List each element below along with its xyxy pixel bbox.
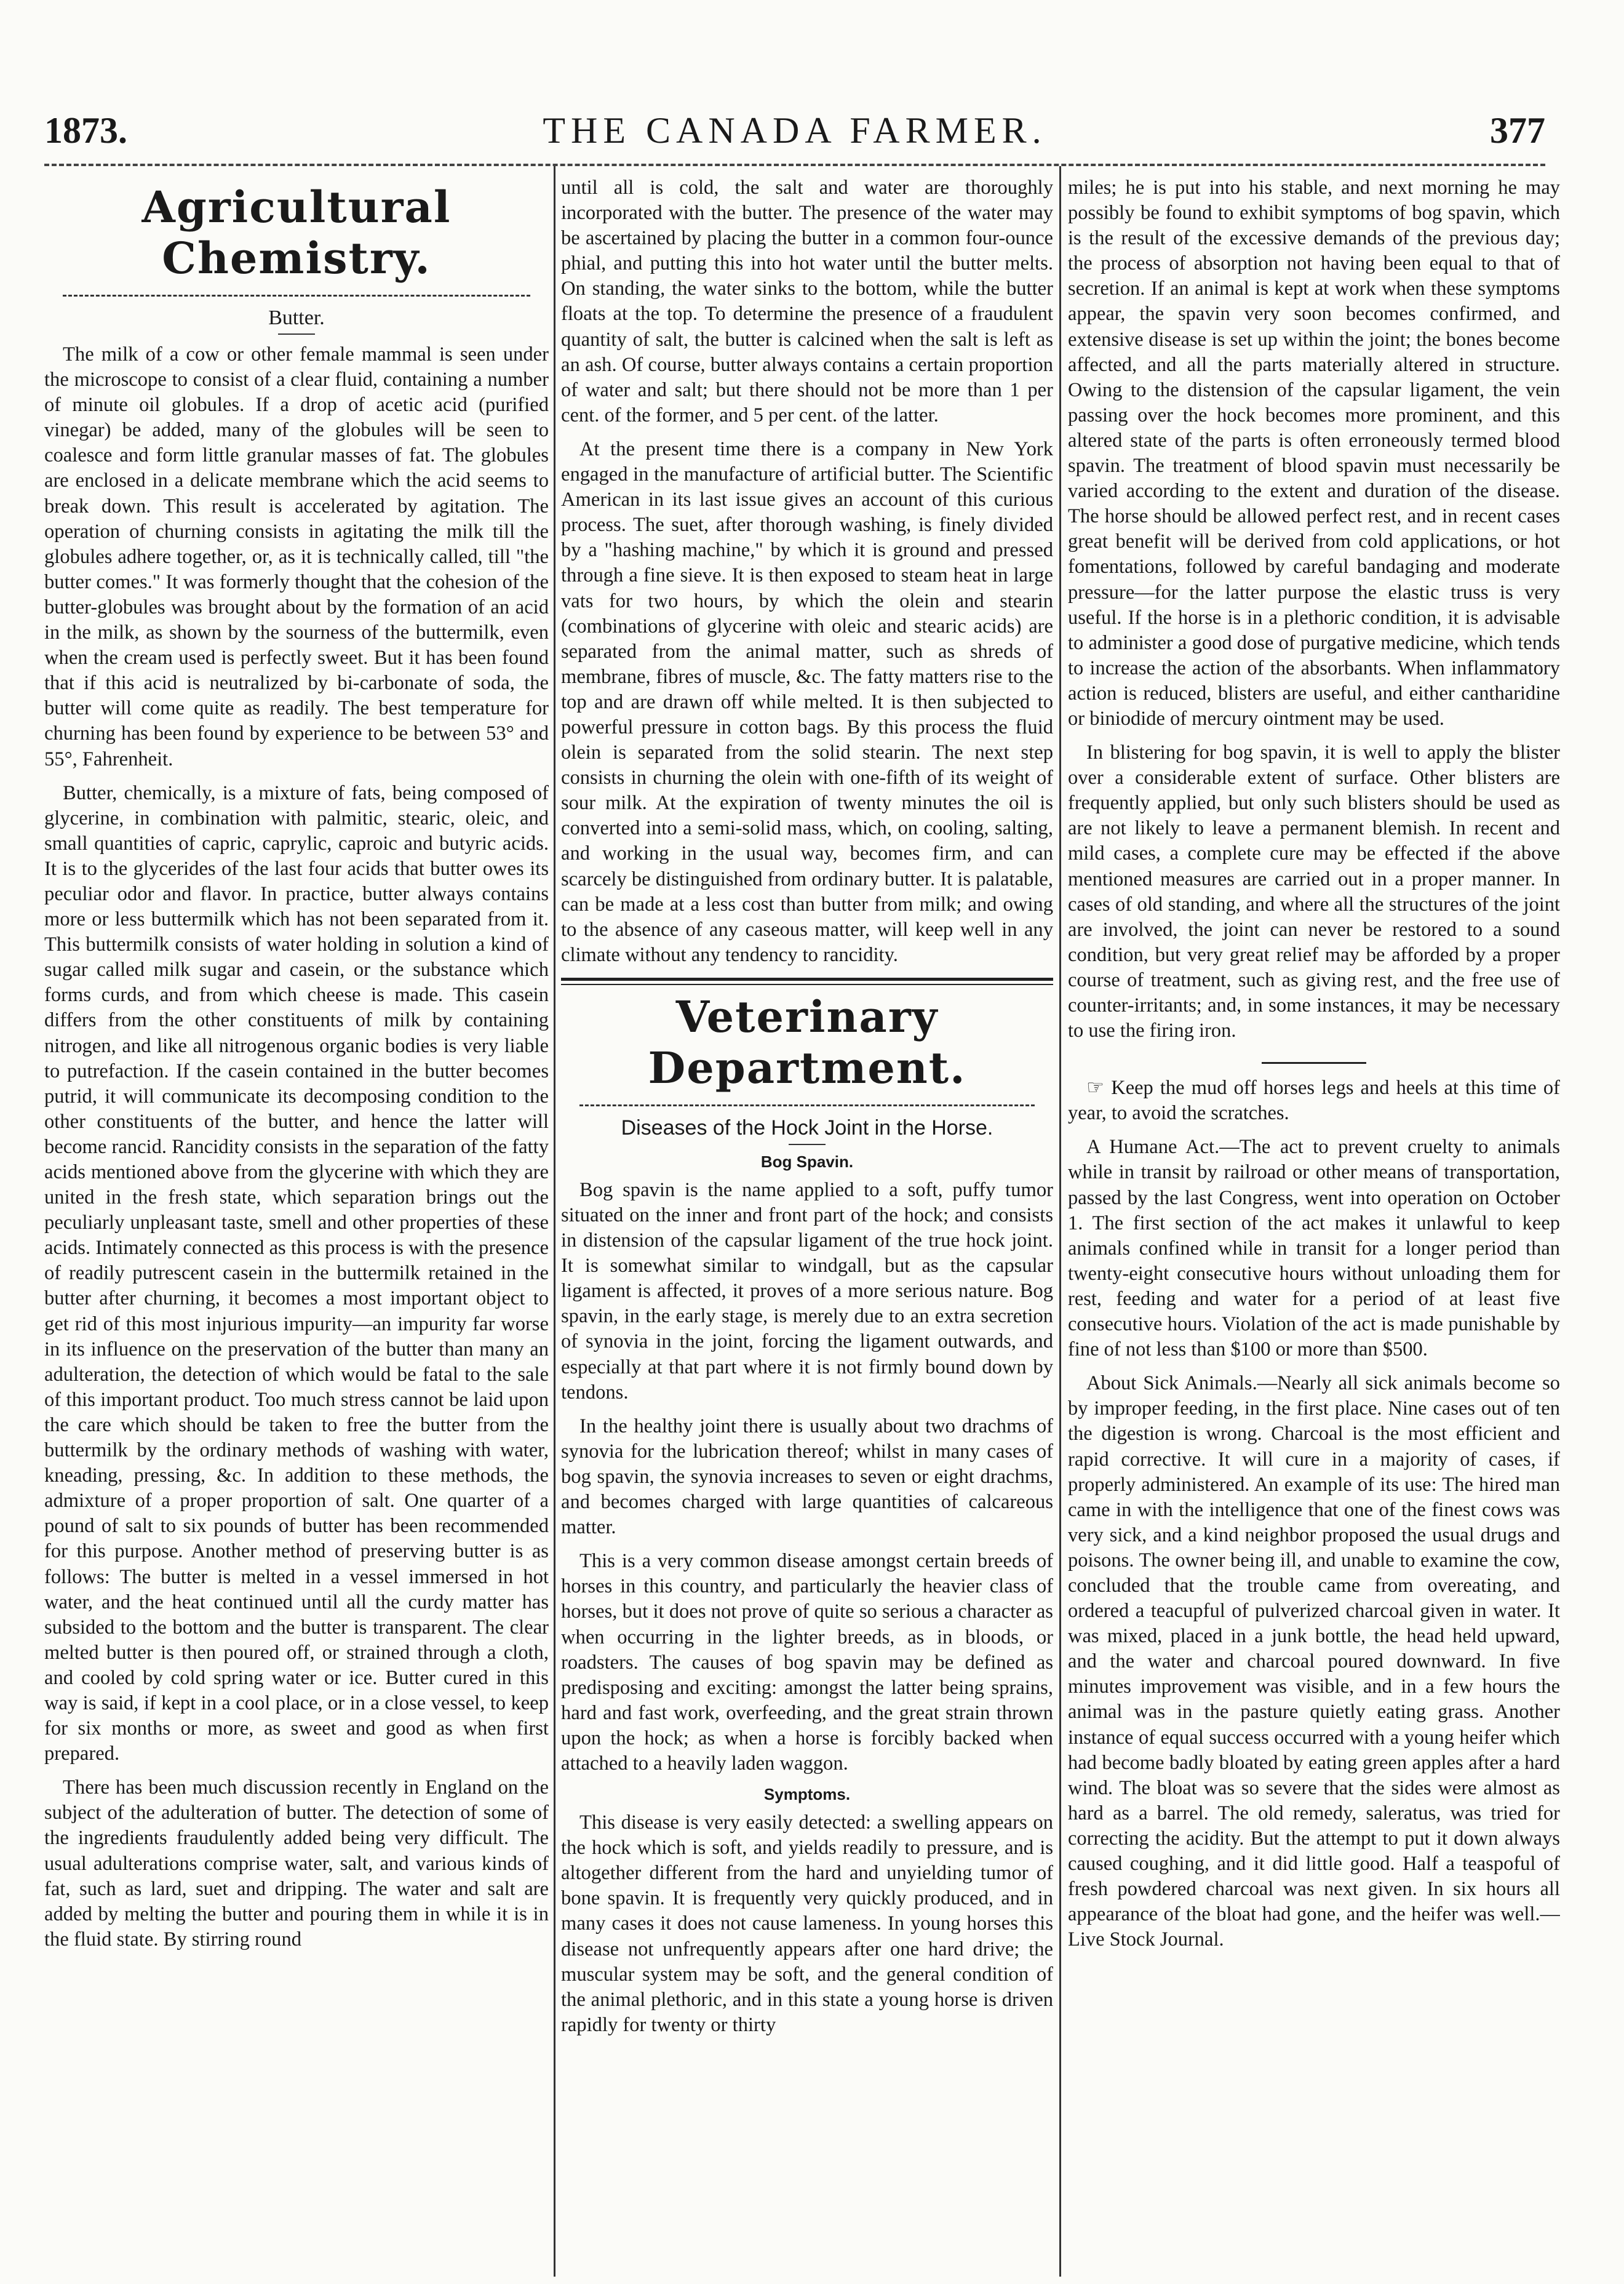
article-paragraph: This disease is very easily detected: a swelling appears on the hock which is soft, and yields readily to pressure, and is altogether different from the hard and unyielding tumor of bone spavin. It is frequently very quickly produced, and in many cases it does not cause lameness. In young horses this disease not unfrequently appears after one hard drive; the muscular system may be soft, and the general condition of the animal plethoric, and in this state a young horse is driven rapidly for twenty or thirty [561, 1811, 1053, 2036]
article-paragraph: until all is cold, the salt and water are thoroughly incorporated with the butter. The presence of the water may be ascertained by placing the butter in a common four-ounce phial, and putting this into hot water until the butter melts. On standing, the water sinks to the bottom, while the butter floats at the top. To determine the presence of a fraudulent quantity of salt, the butter is calcined when the salt is left as an ash. Of course, butter always contains a certain proportion of water and salt; but there should not be more than 1 per cent. of the former, and 5 per cent. of the latter. [561, 177, 1053, 426]
subhead-symptoms: Symptoms. [763, 1785, 851, 1804]
column-middle [561, 175, 1053, 2280]
article-title-rule [789, 1144, 826, 1145]
section-divider [561, 978, 1053, 985]
section-title-agricultural-chemistry: Agricultural Chemistry. [141, 182, 452, 284]
column-left [44, 175, 549, 2280]
article-paragraph: Butter, chemically, is a mixture of fats, being composed of glycerine, in combination with palmitic, stearic, oleic, and small quantities of capric, caprylic, caproic and butyric acids. It is to the glycerides of the last four acids that butter owes its peculiar odor and flavor. In practice, butter always contains more or less buttermilk which has not been separated from it. This buttermilk consists of water holding in solution a kind of sugar called milk sugar and casein, or the substance which forms curds, and from which cheese is made. This casein differs from the other constituents of milk by containing nitrogen, and like all nitrogenous organic bodies is very liable to putrefaction. If the casein contained in the butter becomes putrid, it will communicate its decomposing condition to the other constituents of the butter, and hence the latter will become rancid. Rancidity consists in the separation of the fatty acids mentioned above from the glycerine with which they are united in the fresh state, which separation brings out the peculiarly unpleasant taste, smell and other properties of these acids. Intimately connected as this process is with the presence of readily putrescent casein in the buttermilk retained in the butter after churning, it becomes a most important object to get rid of this most injurious impurity—an impurity far worse in its influence on the preservation of the butter than many an adulteration, the detection of which would be fatal to the sale of this important product. Too much stress cannot be laid upon the care which should be taken to free the butter from the buttermilk by the ordinary methods of washing with water, kneading, pressing, &c. In addition to these methods, the admixture of a proper proportion of salt. One quarter of a pound of salt to six pounds of butter has been recommended for this purpose. Another method of preserving butter is as follows: The butter is melted in a vessel immersed in hot water, and the heat continued until all the curdy matter has subsided to the bottom and the butter is transparent. The clear melted butter is then poured off, or strained through a cloth, and cooled by cold spring water or ice. Butter cured in this way is said, if kept in a cool place, or in a close vessel, to keep for six months or more, as sweet and good as when first prepared. [44, 781, 549, 1765]
article-paragraph: There has been much discussion recently in England on the subject of the adulteration of butter. The detection of some of the ingredients fraudulently added being very difficult. The usual adulterations comprise water, salt, and various kinds of fat, such as lard, suet and dripping. The water and salt are added by melting the butter and pouring them in while it is in the fluid state. By stirring round [44, 1776, 549, 1951]
column-divider-1 [554, 166, 555, 2277]
subhead-bog-spavin: Bog Spavin. [760, 1152, 854, 1171]
article-title-hock-joint: Diseases of the Hock Joint in the Horse. [621, 1116, 993, 1140]
article-title-butter: Butter. [268, 306, 325, 329]
page-number: 377 [1490, 110, 1545, 151]
article-paragraph: In the healthy joint there is usually about two drachms of synovia for the lubrication thereof; whilst in many cases of bog spavin, the synovia increases to seven or eight drachms, and becomes charged with large quantities of calcareous matter. [561, 1415, 1053, 1539]
section-title-veterinary-department: Veterinary Department. [648, 991, 966, 1093]
article-paragraph: In blistering for bog spavin, it is well to apply the blister over a considerable extent of surface. Other blisters are frequently applied, but only such blisters should be used as are not likely to leave a permanent blemish. In recent and mild cases, a complete cure may be effected if the above mentioned measures are carried out in a proper manner. In cases of old standing, and where all the structures of the joint are involved, the joint can never be restored to a sound condition, but very great relief may be afforded by a proper course of treatment, such as giving rest, and the free use of counter-irritants; and, in some instances, it may be necessary to use the firing iron. [1068, 741, 1560, 1042]
article-paragraph: miles; he is put into his stable, and next morning he may possibly be found to exhibit symptoms of bog spavin, which is the result of the excessive demands of the previous day; the process of absorption not having been equal to that of secretion. If an animal is kept at work when these symptoms appear, the spavin very soon becomes confirmed, and extensive disease is set up within the joint; the bones become affected, and all the parts materially altered in structure. Owing to the distension of the capsular ligament, the vein passing over the hock becomes more prominent, and this altered state of the parts is often erroneously termed blood spavin. The treatment of blood spavin must necessarily be varied according to the extent and duration of the disease. The horse should be allowed perfect rest, and in recent cases great benefit will be derived from cold applications, or hot fomentations, followed by careful bandaging and moderate pressure—for the latter purpose the elastic truss is very useful. If the horse is in a plethoric condition, it is advisable to administer a good dose of purgative medicine, which tends to increase the action of the absorbants. When inflammatory action is reduced, blisters are useful, and either cantharidine or biniodide of mercury ointment may be used. [1068, 177, 1560, 730]
article-paragraph: Bog spavin is the name applied to a soft, puffy tumor situated on the inner and front part of the hock; and consists in distension of the capsular ligament of the true hock joint. It is somewhat similar to windgall, but as the capsular ligament is affected, it proves of a more serious nature. Bog spavin, in the early stage, is merely due to an extra secretion of synovia in the joint, forcing the ligament outwards, and especially at that part where it is not firmly bound down by tendons. [561, 1178, 1053, 1404]
header-year: 1873. [44, 110, 127, 151]
article-paragraph: This is a very common disease amongst certain breeds of horses in this country, and particularly the heavier class of horses, but it does not prove of quite so serious a character as when occurring in the lighter breeds, as in bloods, or roadsters. The causes of bog spavin may be defined as predisposing and exciting: amongst the latter being sprains, hard and fast work, overfeeding, and the great strain thrown upon the hock; as when a horse is forcibly backed when attached to a heavily laden waggon. [561, 1550, 1053, 1775]
section-title-rule [579, 1104, 1035, 1106]
column-divider-2 [1059, 166, 1061, 2277]
header-divider [44, 164, 1545, 166]
article-title-rule [278, 333, 315, 335]
ornament-divider [1068, 1052, 1560, 1071]
newspaper-title: THE CANADA FARMER. [543, 110, 1047, 151]
section-title-rule [63, 295, 530, 297]
column-right [1068, 175, 1560, 2280]
article-paragraph: About Sick Animals.—Nearly all sick animals become so by improper feeding, in the first place. Nine cases out of ten the digestion is wrong. Charcoal is the most efficient and rapid corrective. It will cure in a majority of cases, if properly administered. An example of its use: The hired man came in with the intelligence that one of the finest cows was very sick, and a kind neighbor proposed the usual drugs and poisons. The owner being ill, and unable to examine the cow, concluded that the trouble came from overeating, and ordered a teacupful of pulverized charcoal given in water. It was mixed, placed in a junk bottle, the head held upward, and the water and charcoal poured downward. In five minutes improvement was visible, and in a few hours the animal was in the pasture quietly eating grass. Another instance of equal success occurred with a young heifer which had become badly bloated by eating green apples after a hard wind. The bloat was so severe that the sides were almost as hard as a barrel. The old remedy, saleratus, was tried for correcting the acidity. But the attempt to put it down always caused coughing, and it did little good. Half a teaspoful of fresh powdered charcoal was next given. In six hours all appearance of the bloat had gone, and the heifer was well.—Live Stock Journal. [1068, 1372, 1560, 1951]
article-paragraph: A Humane Act.—The act to prevent cruelty to animals while in transit by railroad or other means of transportation, passed by the last Congress, went into operation on October 1. The first section of the act makes it unlawful to keep animals confined while in transit for a longer period than twenty-eight consecutive hours without unloading them for rest, feeding and water for a period of at least five consecutive hours. Violation of the act is made punishable by fine of not less than $100 or more than $500. [1068, 1136, 1560, 1361]
article-paragraph: ☞ Keep the mud off horses legs and heels at this time of year, to avoid the scratches. [1068, 1077, 1560, 1125]
page-header [44, 110, 1545, 165]
article-paragraph: The milk of a cow or other female mammal is seen under the microscope to consist of a clear fluid, containing a number of minute oil globules. If a drop of acetic acid (purified vinegar) be added, many of the globules will be seen to coalesce and form little granular masses of fat. The globules are enclosed in a delicate membrane which the acid seems to break down. This result is accelerated by agitation. The operation of churning consists in agitating the milk till the globules adhere together, or, as it is technically called, till "the butter comes." It was formerly thought that the cohesion of the butter-globules was brought about by the formation of an acid in the milk, as shown by the sourness of the buttermilk, even when the cream used is perfectly sweet. But it has been found that if this acid is neutralized by bi-carbonate of soda, the butter will come quite as readily. The best temperature for churning has been found by experience to be between 53° and 55°, Fahrenheit. [44, 343, 549, 770]
article-paragraph: At the present time there is a company in New York engaged in the manufacture of artificial butter. The Scientific American in its last issue gives an account of this curious process. The suet, after thorough washing, is finely divided by a "hashing machine," by which it is ground and pressed through a fine sieve. It is then exposed to steam heat in large vats for two hours, by which the olein and stearin (combinations of glycerine with oleic and stearic acids) are separated from the animal matter, such as shreds of membrane, fibres of muscle, &c. The fatty matters rise to the top and are drawn off while melted. It is then subjected to powerful pressure in cotton bags. By this process the fluid olein is separated from the solid stearin. The next step consists in churning the olein with one-fifth of its weight of sour milk. At the expiration of twenty minutes the oil is converted into a semi-solid mass, which, on cooling, salting, and working in the usual way, becomes firm, and can scarcely be distinguished from ordinary butter. It is palatable, can be made at a less cost than butter from milk; and owing to the absence of any caseous matter, will keep well in any climate without any tendency to rancidity. [561, 437, 1053, 966]
